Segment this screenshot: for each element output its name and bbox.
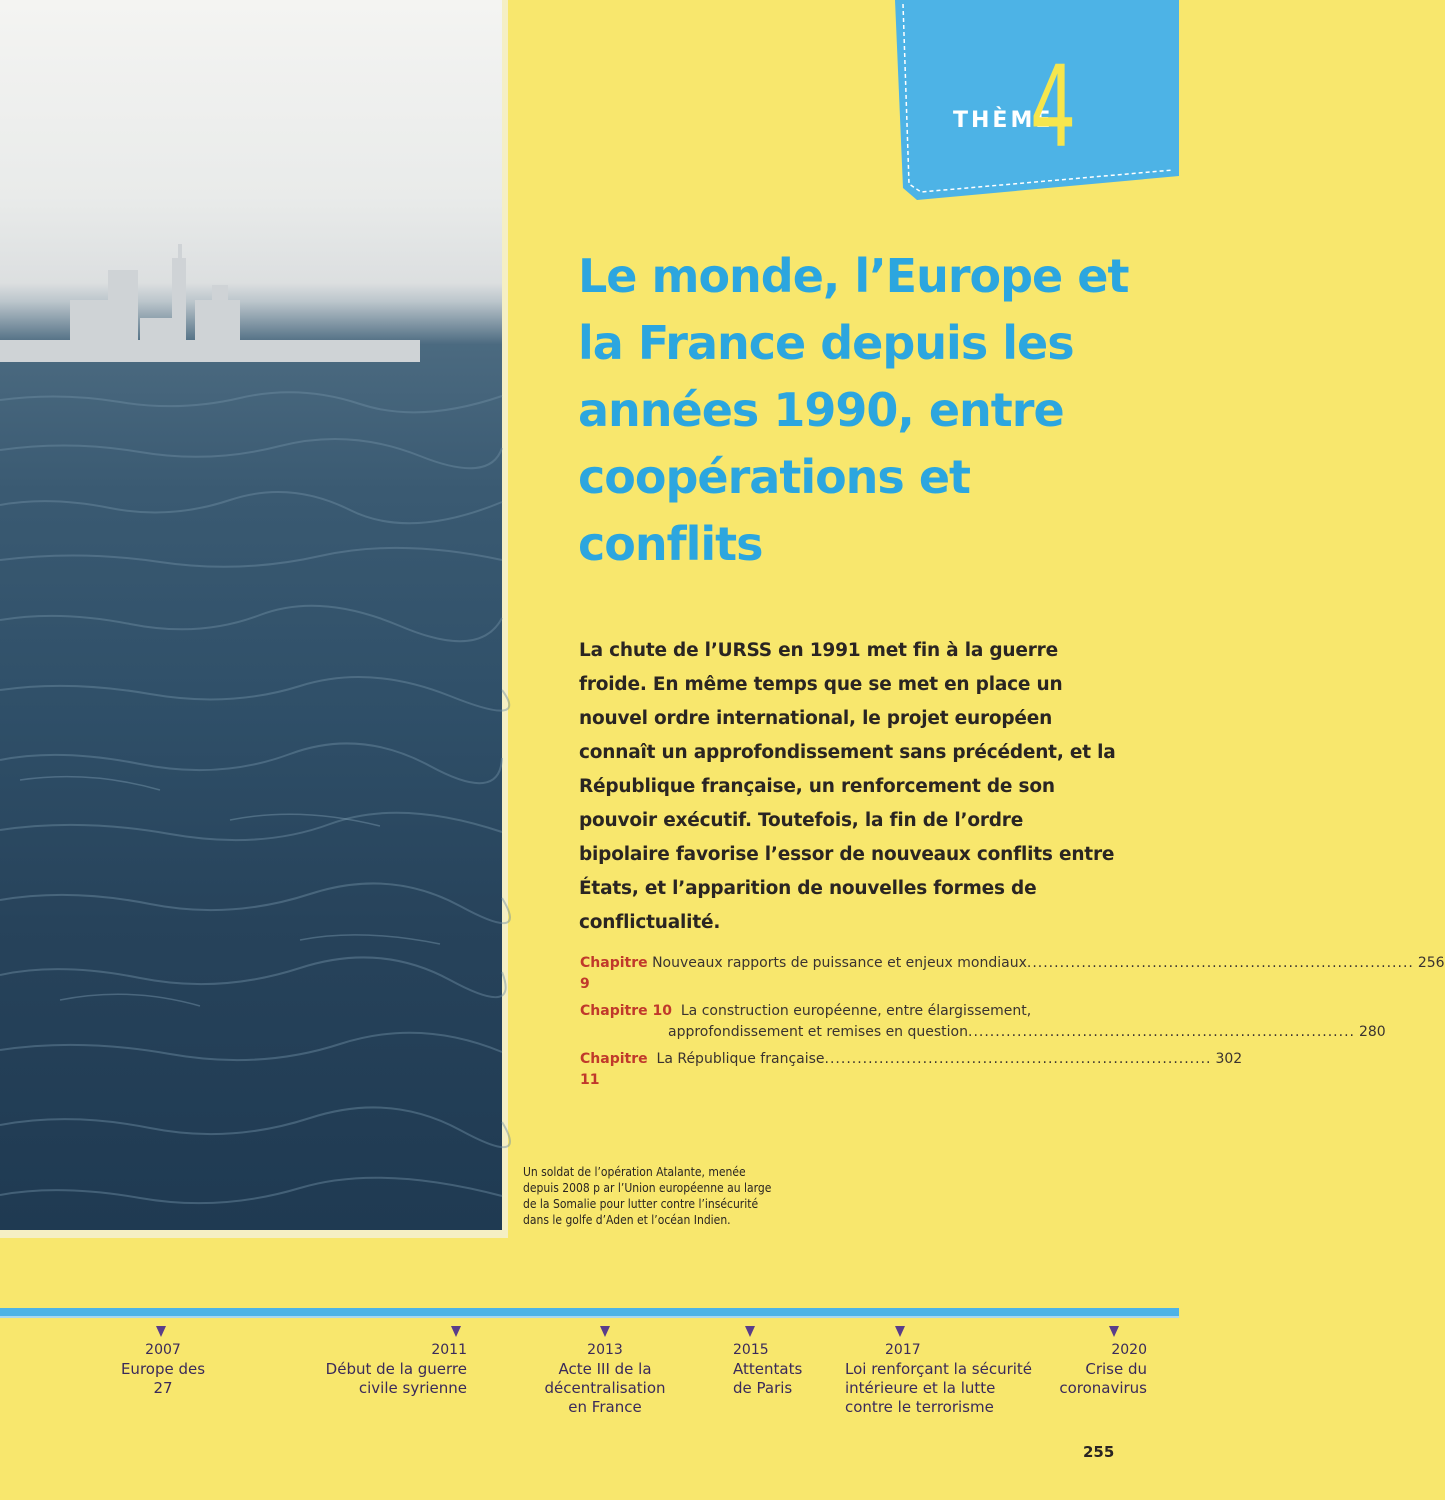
theme-number: 4 bbox=[1030, 43, 1077, 173]
page-number: 255 bbox=[1083, 1443, 1115, 1461]
page-title: Le monde, l’Europe et la France depuis les années 1990, entre coopérations et conflits bbox=[578, 249, 1129, 571]
photo-caption: Un soldat de l’opération Atalante, menée depuis 2008 p ar l’Union européenne au large de la Somalie pour lutter contre l’insécurité dans le golfe d’Aden et l’océan Indien. bbox=[523, 1165, 772, 1227]
chapter-entry[interactable] bbox=[580, 1049, 1243, 1091]
timeline-event bbox=[110, 1326, 216, 1398]
cover-photo bbox=[0, 0, 502, 1230]
timeline-event bbox=[845, 1326, 1037, 1417]
event-label: Europe des 27 bbox=[120, 1360, 206, 1397]
leader-dots: ....................................................................... bbox=[968, 1024, 1355, 1040]
theme-label: THÈME bbox=[953, 108, 1054, 133]
intro-text: La chute de l’URSS en 1991 met fin à la guerre froide. En même temps que se met en place un nouvel ordre international, le projet européen connaît un approfondissement sans précédent, et la République française, un renforcement de son pouvoir exécutif. Toutefois, la fin de l’ordre bipolaire favorise l’essor de nouveaux conflits entre États, et l’apparition de nouvelles formes de conflictualité. bbox=[579, 640, 1116, 933]
chapter-entry[interactable] bbox=[580, 1001, 1386, 1043]
timeline-event bbox=[325, 1326, 467, 1398]
timeline-event bbox=[1055, 1326, 1147, 1398]
event-year: 2020 bbox=[1111, 1342, 1147, 1358]
event-year: 2007 bbox=[145, 1342, 181, 1358]
chapter-page: 302 bbox=[1215, 1051, 1243, 1067]
timeline-rule bbox=[0, 1316, 1179, 1318]
chapter-label: Chapitre 11 bbox=[580, 1051, 648, 1088]
event-year: 2011 bbox=[431, 1342, 467, 1358]
timeline-marker-icon bbox=[156, 1326, 166, 1337]
warship bbox=[0, 0, 502, 400]
timeline-event bbox=[540, 1326, 670, 1417]
leader-dots: ....................................................................... bbox=[824, 1051, 1212, 1067]
timeline-marker-icon bbox=[1109, 1326, 1119, 1337]
chapter-title: La construction européenne, entre élargissement, bbox=[680, 1003, 1032, 1019]
chapter-entry[interactable] bbox=[580, 953, 1445, 995]
chapter-label: Chapitre 10 bbox=[580, 1003, 672, 1019]
event-label: Loi renforçant la sécurité intérieure et la lutte contre le terrorisme bbox=[845, 1360, 1033, 1416]
timeline-marker-icon bbox=[745, 1326, 755, 1337]
timeline-event bbox=[733, 1326, 813, 1398]
event-year: 2017 bbox=[885, 1342, 921, 1358]
timeline-bar bbox=[0, 1308, 1179, 1316]
event-year: 2013 bbox=[587, 1342, 623, 1358]
event-label: Attentats de Paris bbox=[733, 1360, 803, 1397]
chapter-list bbox=[580, 953, 1445, 1097]
timeline-marker-icon bbox=[451, 1326, 461, 1337]
leader-dots: ....................................................................... bbox=[1026, 955, 1414, 971]
chapter-title: La République française bbox=[656, 1051, 825, 1067]
chapter-label: Chapitre 9 bbox=[580, 955, 648, 992]
chapter-page: 280 bbox=[1358, 1024, 1386, 1040]
event-label: Crise du coronavirus bbox=[1059, 1360, 1147, 1397]
chapter-title-continued: approfondissement et remises en question bbox=[668, 1024, 968, 1040]
event-year: 2015 bbox=[733, 1342, 769, 1358]
timeline-marker-icon bbox=[895, 1326, 905, 1337]
event-label: Début de la guerre civile syrienne bbox=[325, 1360, 467, 1397]
chapter-title: Nouveaux rapports de puissance et enjeux mondiaux bbox=[652, 955, 1027, 971]
chapter-page: 256 bbox=[1417, 955, 1445, 971]
timeline-marker-icon bbox=[600, 1326, 610, 1337]
event-label: Acte III de la décentralisation en France bbox=[544, 1360, 666, 1416]
